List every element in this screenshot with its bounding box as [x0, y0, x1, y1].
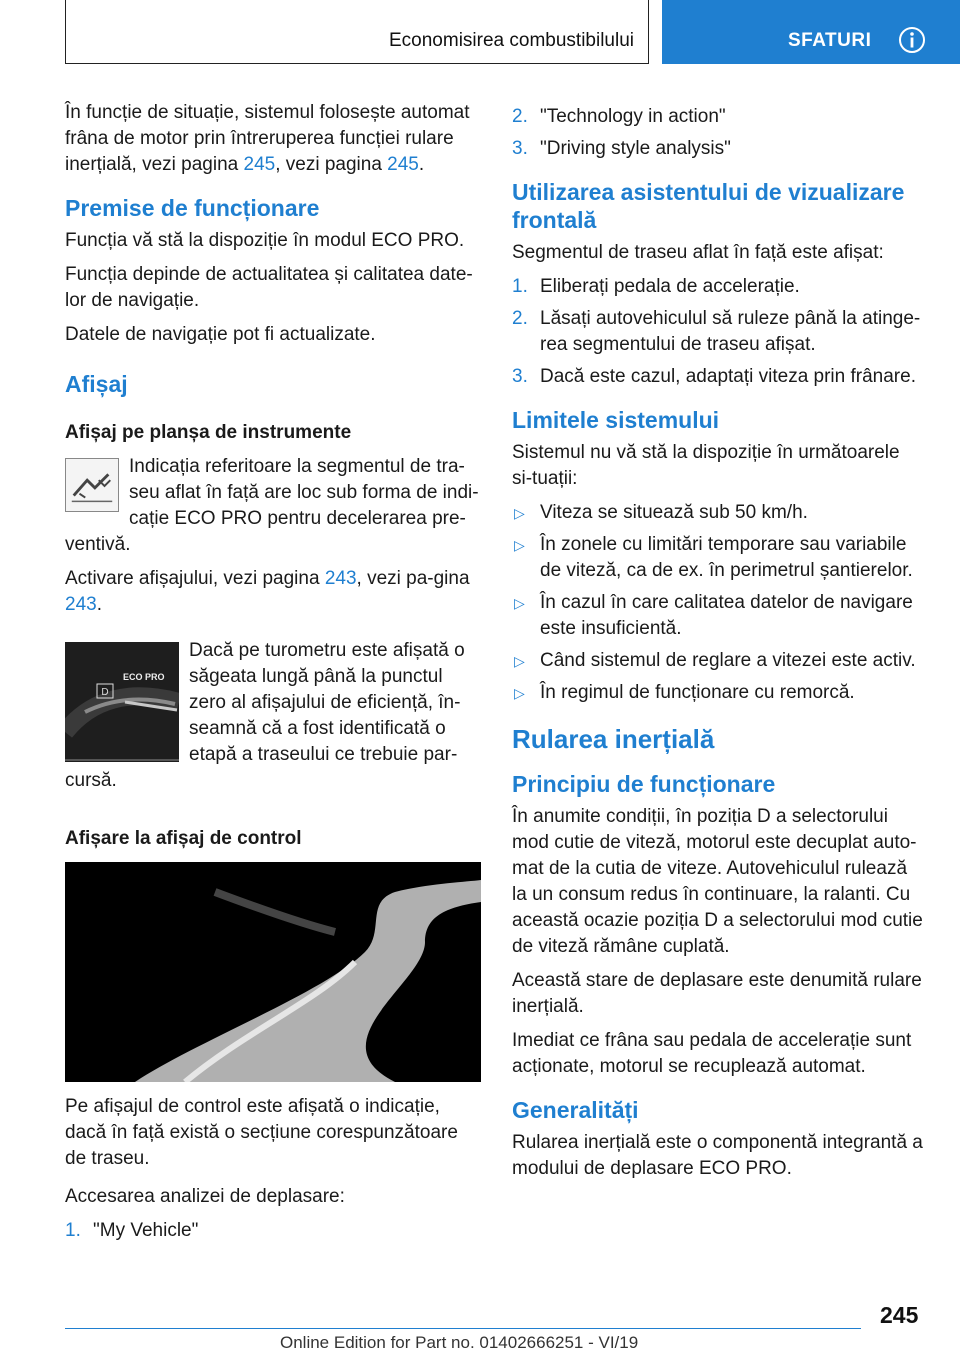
- display-heading: Afișaj: [65, 371, 128, 397]
- control-heading: Afișare la afișaj de control: [65, 828, 302, 849]
- tachometer-image: [65, 642, 179, 762]
- hud-steps: [512, 274, 924, 390]
- list-item: ▷ Când sistemul de reglare a vitezei este activ.: [512, 648, 924, 674]
- principle-paragraph-3: Imediat ce frâna sau pedala de accelerație sunt acționate, motorul se recuplează automat.: [512, 1030, 912, 1077]
- activation-paragraph: Activare afișajului, vezi pagina 243, vezi pa-gina 243.: [65, 568, 470, 615]
- bullet-triangle-icon: ▷: [514, 505, 525, 521]
- control-display-image: [65, 862, 481, 1082]
- instrument-heading: Afișaj pe planșa de instrumente: [65, 422, 352, 443]
- principle-paragraph-1: În anumite condiții, în poziția D a selectorului mod cutie de viteză, motorul este decuplat auto-mat de la cutia de viteze. Autovehiculul rulează la un consum redus în continuare, la ralanti. Cu această ocazie poziția D a selectorului mod cutie de viteză rămâne cuplată.: [512, 806, 923, 957]
- list-item: 3. Dacă este cazul, adaptați viteza prin frânare.: [512, 366, 916, 387]
- page-link[interactable]: 243: [65, 594, 97, 615]
- list-item: ▷ În regimul de funcționare cu remorcă.: [512, 680, 924, 706]
- instrument-block: [65, 454, 481, 566]
- principle-paragraph-2: Această stare de deplasare este denumită rulare inerțială.: [512, 970, 922, 1017]
- hud-paragraph: Segmentul de traseu aflat în față este afișat:: [512, 242, 884, 263]
- section-title: Economisirea combustibilului: [389, 30, 634, 51]
- bullet-triangle-icon: ▷: [514, 685, 525, 701]
- analysis-list-left: [65, 1218, 481, 1244]
- info-icon[interactable]: [898, 26, 926, 54]
- list-item: 2. Lăsați autovehiculul să ruleze până la atinge-rea segmentului de traseu afișat.: [512, 308, 921, 355]
- road-ahead-icon: [65, 458, 119, 512]
- footer-divider: [65, 1328, 861, 1329]
- analysis-intro: Accesarea analizei de deplasare:: [65, 1186, 345, 1207]
- gauge-block: [65, 638, 481, 802]
- premise-heading: Premise de funcționare: [65, 195, 320, 221]
- tab-label: SFATURI: [788, 30, 872, 51]
- edition-text: Online Edition for Part no. 01402666251 - VI/19: [280, 1333, 639, 1352]
- list-item: 1. "My Vehicle": [65, 1220, 199, 1241]
- header-title-box: [65, 0, 649, 64]
- hud-heading: Utilizarea asistentului de vizualizare frontală: [512, 179, 905, 233]
- principle-heading: Principiu de funcționare: [512, 771, 776, 797]
- bullet-triangle-icon: ▷: [514, 537, 525, 553]
- page-link[interactable]: 245: [387, 154, 419, 175]
- gear-label: D: [101, 687, 109, 698]
- premise-paragraph-1: Funcția vă stă la dispoziție în modul ECO PRO.: [65, 230, 465, 251]
- control-paragraph: Pe afișajul de control este afișată o indicație, dacă în față există o secțiune corespunzătoare de traseu.: [65, 1096, 458, 1169]
- page-link[interactable]: 245: [243, 154, 276, 175]
- list-item: ▷ În cazul în care calitatea datelor de navigare este insuficientă.: [514, 592, 913, 639]
- tab-sfaturi[interactable]: [662, 0, 960, 64]
- instrument-paragraph: Indicația referitoare la segmentul de tra-seu aflat în față are loc sub forma de indi-cație ECO PRO pentru decelerarea pre-ventivă.: [65, 456, 479, 555]
- premise-paragraph-3: Datele de navigație pot fi actualizate.: [65, 324, 376, 345]
- page-number: 245: [880, 1302, 919, 1328]
- general-paragraph: Rularea inerțială este o componentă integrantă a modului de deplasare ECO PRO.: [512, 1132, 923, 1179]
- bullet-triangle-icon: ▷: [514, 653, 525, 669]
- premise-paragraph-2: Funcția depinde de actualitatea și calitatea date-lor de navigație.: [65, 264, 473, 311]
- right-column: [512, 104, 924, 1190]
- gauge-paragraph: Dacă pe turometru este afișată o săgeata lungă până la punctul zero al afișajului de eficiență, în-seamnă că a fost identificată o etapă a traseului ce trebuie par-cursă.: [65, 640, 465, 791]
- bullet-triangle-icon: ▷: [514, 595, 525, 611]
- list-item: ▷ În zonele cu limitări temporare sau variabile de viteză, ca de ex. în perimetrul șantierelor.: [514, 534, 913, 581]
- left-column: [65, 100, 481, 1250]
- limits-list: [512, 500, 924, 706]
- list-item: 1. Eliberați pedala de accelerație.: [512, 276, 800, 297]
- general-heading: Generalități: [512, 1097, 639, 1123]
- limits-heading: Limitele sistemului: [512, 407, 720, 433]
- analysis-list-right: [512, 104, 924, 162]
- page-link[interactable]: 243: [324, 568, 357, 589]
- coasting-heading: Rularea inerțială: [512, 724, 715, 754]
- list-item: 3. "Driving style analysis": [512, 138, 731, 159]
- limits-paragraph: Sistemul nu vă stă la dispoziție în următoarele si-tuații:: [512, 442, 900, 489]
- intro-paragraph: În funcție de situație, sistemul folosește automat frâna de motor prin întreruperea funcției rulare inerțială, vezi pagina 245, vezi pagina 245.: [65, 102, 470, 175]
- list-item: 2. "Technology in action": [512, 106, 726, 127]
- list-item: ▷ Viteza se situează sub 50 km/h.: [512, 500, 924, 526]
- mode-label: ECO PRO: [123, 672, 165, 682]
